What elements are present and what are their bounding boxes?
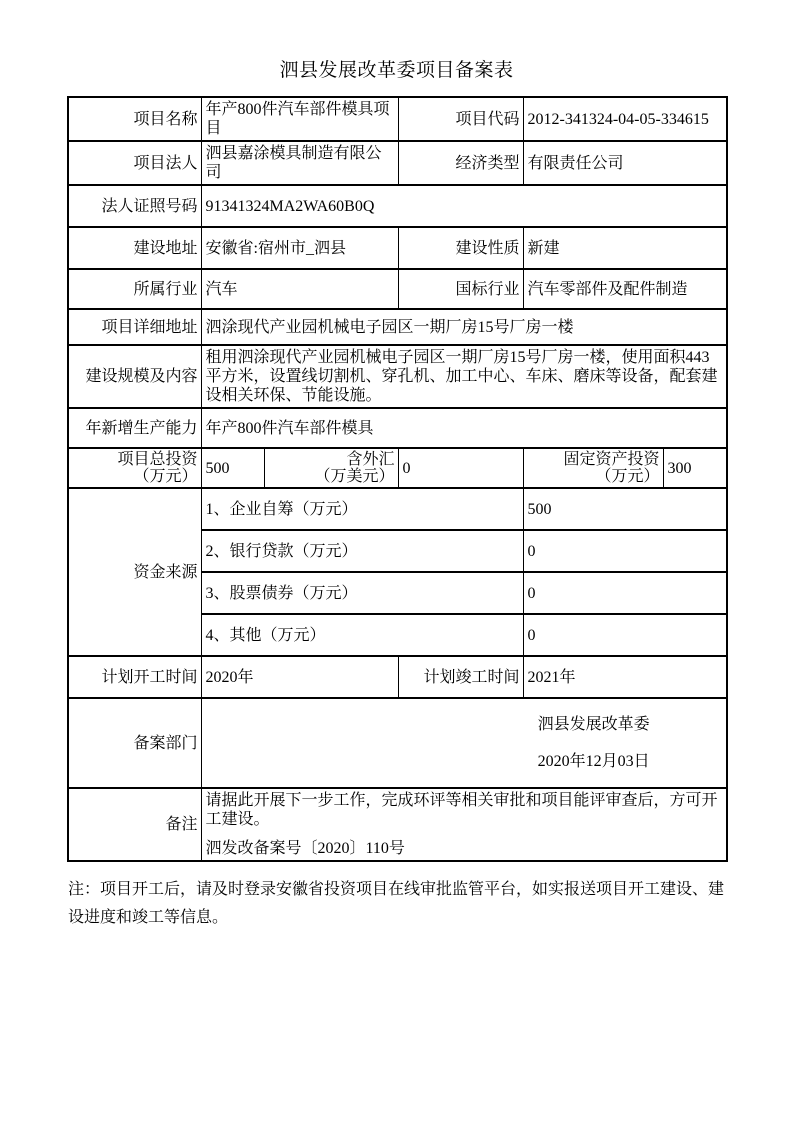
funding-item-name: 4、其他（万元） bbox=[201, 614, 523, 656]
fixed-asset-investment-label-line1: 固定资产投资 bbox=[563, 451, 660, 468]
foreign-currency-label-line2: （万美元） bbox=[314, 468, 395, 485]
remarks-label: 备注 bbox=[68, 788, 201, 861]
table-row bbox=[68, 698, 727, 788]
construction-nature-value: 新建 bbox=[523, 227, 727, 269]
legal-person-label: 项目法人 bbox=[68, 141, 201, 185]
project-code-label: 项目代码 bbox=[398, 97, 523, 141]
table-row bbox=[68, 185, 727, 227]
license-number-value: 91341324MA2WA60B0Q bbox=[201, 185, 727, 227]
table-row bbox=[68, 97, 727, 141]
remarks-line1: 请据此开展下一步工作，完成环评等相关审批和项目能评审查后，方可开工建设。 bbox=[205, 792, 718, 828]
funding-item-value: 0 bbox=[523, 572, 727, 614]
remarks-cell bbox=[201, 788, 727, 861]
detailed-address-label: 项目详细地址 bbox=[68, 309, 201, 345]
funding-item-value: 500 bbox=[523, 488, 727, 530]
industry-label: 所属行业 bbox=[68, 269, 201, 309]
project-name-value: 年产800件汽车部件模具项目 bbox=[201, 97, 398, 141]
planned-completion-value: 2021年 bbox=[523, 656, 727, 698]
foreign-currency-label bbox=[264, 448, 398, 488]
table-row bbox=[68, 269, 727, 309]
annual-capacity-value: 年产800件汽车部件模具 bbox=[201, 408, 727, 448]
footnote: 注：项目开工后，请及时登录安徽省投资项目在线审批监管平台，如实报送项目开工建设、建设进度和竣工等信息。 bbox=[68, 881, 725, 926]
industry-value: 汽车 bbox=[201, 269, 398, 309]
foreign-currency-label-line1: 含外汇 bbox=[346, 451, 395, 468]
table-row bbox=[68, 227, 727, 269]
funding-item-value: 0 bbox=[523, 614, 727, 656]
foreign-currency-value: 0 bbox=[398, 448, 523, 488]
national-industry-label: 国标行业 bbox=[398, 269, 523, 309]
table-row bbox=[68, 309, 727, 345]
funding-item-name: 1、企业自筹（万元） bbox=[201, 488, 523, 530]
detailed-address-value: 泗涂现代产业园机械电子园区一期厂房15号厂房一楼 bbox=[201, 309, 727, 345]
national-industry-value: 汽车零部件及配件制造 bbox=[523, 269, 727, 309]
table-row bbox=[68, 488, 727, 530]
filing-date: 2020年12月03日 bbox=[537, 753, 650, 770]
total-investment-label-line2: （万元） bbox=[133, 468, 198, 485]
funding-item-value: 0 bbox=[523, 530, 727, 572]
economic-type-value: 有限责任公司 bbox=[523, 141, 727, 185]
table-row bbox=[68, 141, 727, 185]
planned-completion-label: 计划竣工时间 bbox=[398, 656, 523, 698]
filing-department-cell bbox=[201, 698, 727, 788]
project-code-value: 2012-341324-04-05-334615 bbox=[523, 97, 727, 141]
table-row bbox=[68, 408, 727, 448]
fixed-asset-investment-label-line2: （万元） bbox=[595, 468, 660, 485]
page-title: 泗县发展改革委项目备案表 bbox=[279, 60, 514, 81]
economic-type-label: 经济类型 bbox=[398, 141, 523, 185]
filing-department-label: 备案部门 bbox=[68, 698, 201, 788]
license-number-label: 法人证照号码 bbox=[68, 185, 201, 227]
table-row bbox=[68, 448, 727, 488]
scale-content-label: 建设规模及内容 bbox=[68, 345, 201, 408]
fixed-asset-investment-label bbox=[523, 448, 663, 488]
fixed-asset-investment-value: 300 bbox=[663, 448, 727, 488]
scale-content-value: 租用泗涂现代产业园机械电子园区一期厂房15号厂房一楼，使用面积443平方米，设置线切割机、穿孔机、加工中心、车床、磨床等设备，配套建设相关环保、节能设施。 bbox=[201, 345, 727, 408]
construction-address-value: 安徽省:宿州市_泗县 bbox=[201, 227, 398, 269]
funding-source-label: 资金来源 bbox=[68, 488, 201, 656]
planned-start-value: 2020年 bbox=[201, 656, 398, 698]
legal-person-value: 泗县嘉涂模具制造有限公司 bbox=[201, 141, 398, 185]
table-row bbox=[68, 788, 727, 861]
filing-authority-block bbox=[464, 715, 723, 771]
project-name-label: 项目名称 bbox=[68, 97, 201, 141]
filing-authority: 泗县发展改革委 bbox=[537, 716, 650, 733]
total-investment-label bbox=[68, 448, 201, 488]
filing-form-table bbox=[67, 96, 728, 862]
total-investment-label-line1: 项目总投资 bbox=[117, 451, 198, 468]
table-row bbox=[68, 345, 727, 408]
annual-capacity-label: 年新增生产能力 bbox=[68, 408, 201, 448]
table-row bbox=[68, 656, 727, 698]
construction-nature-label: 建设性质 bbox=[398, 227, 523, 269]
planned-start-label: 计划开工时间 bbox=[68, 656, 201, 698]
remarks-line2: 泗发改备案号〔2020〕110号 bbox=[205, 840, 405, 857]
funding-item-name: 3、股票债券（万元） bbox=[201, 572, 523, 614]
total-investment-value: 500 bbox=[201, 448, 264, 488]
funding-item-name: 2、银行贷款（万元） bbox=[201, 530, 523, 572]
construction-address-label: 建设地址 bbox=[68, 227, 201, 269]
